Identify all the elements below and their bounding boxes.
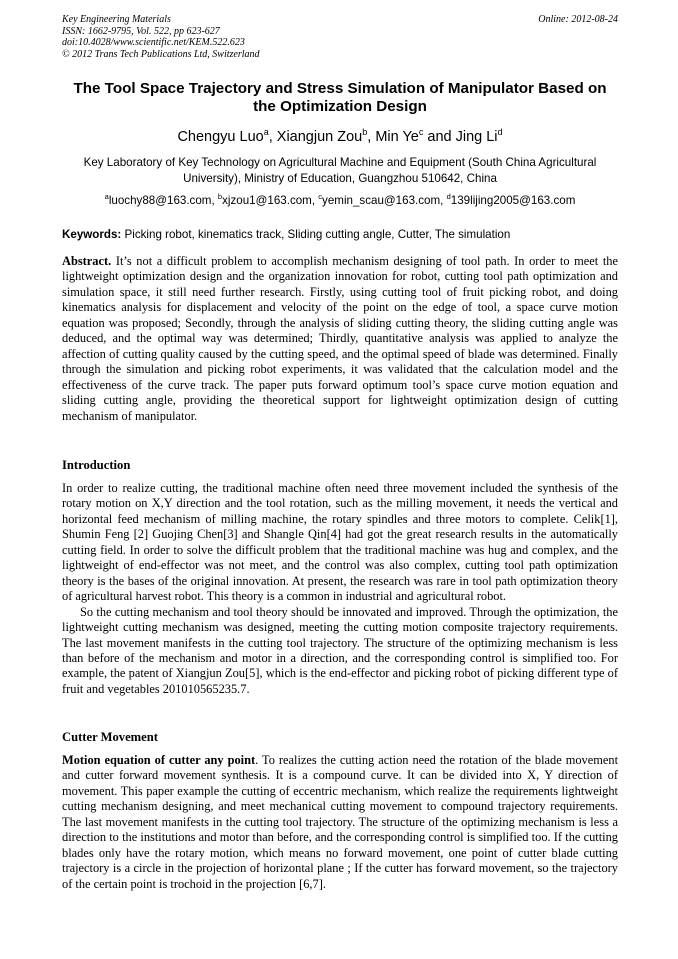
online-date: Online: 2012-08-24 bbox=[538, 14, 618, 25]
abstract-label: Abstract. bbox=[62, 254, 112, 268]
subsection-lead: Motion equation of cutter any point bbox=[62, 753, 256, 767]
author-name: Xiangjun Zou bbox=[276, 129, 363, 145]
keywords bbox=[62, 227, 618, 242]
author-mark: c bbox=[418, 127, 424, 137]
introduction-section bbox=[62, 481, 618, 697]
cutter-movement-paragraph bbox=[62, 753, 618, 892]
doi-line: doi:10.4028/www.scientific.net/KEM.522.623 bbox=[62, 37, 245, 48]
author-name: Min Ye bbox=[375, 129, 419, 145]
email-address: xjzou1@163.com bbox=[222, 194, 312, 207]
issn-line: ISSN: 1662-9795, Vol. 522, pp 623-627 bbox=[62, 25, 220, 37]
author-separator: , bbox=[268, 129, 277, 145]
abstract bbox=[62, 254, 618, 424]
keywords-label: Keywords: bbox=[62, 228, 122, 241]
email-mark: c bbox=[318, 192, 323, 201]
keywords-text: Picking robot, kinematics track, Sliding cutting angle, Cutter, The simulation bbox=[124, 228, 511, 241]
email-address: yemin_scau@163.com bbox=[322, 194, 441, 207]
author-mark: d bbox=[497, 127, 503, 137]
journal-header bbox=[62, 14, 618, 60]
author-separator: and bbox=[423, 129, 456, 145]
section-heading-introduction: Introduction bbox=[62, 458, 131, 472]
copyright-line: © 2012 Trans Tech Publications Ltd, Switzerland bbox=[62, 48, 260, 60]
author-list bbox=[62, 128, 618, 146]
email-address: luochy88@163.com bbox=[108, 194, 212, 207]
email-list: $^a$luochy88@163.com, $^b$xjzou1@163.com, $^c$yemin_scau@163.com, $^d$139lijing2005@163.com bbox=[104, 192, 576, 207]
email-mark: d bbox=[446, 192, 451, 201]
abstract-text: It’s not a difficult problem to accomplish mechanism designing of tool path. In order to meet the lightweight optimization design and the organization innovation for robot, cutting tool path optimization and simulation space, it still need further research. Firstly, using cutting tool of fruit picking robot, and doing kinematics analysis for displacement and velocity of the point on the edge of tool, a space curve motion equation was proposed; Secondly, through the analysis of sliding cutting theory, the sliding cutting angle was deduced, and the optimal way was determined; Thirdly, quantitative analysis was applied to analyze the affection of cutting quality caused by the cutting speed, and the optimal speed of blade was determined. Finally through the simulation and picking robot experiments, it was validated that the calculation model and the effectiveness of the curve track. The paper puts forward optimum tool’s space curve motion equation and sliding cutting angle, providing the theoretical support for lightweight optimization design of cutting mechanism of manipulator. bbox=[62, 254, 618, 423]
author-name: Chengyu Luo bbox=[177, 129, 264, 145]
author-mark: a bbox=[263, 127, 269, 137]
paper-title: The Tool Space Trajectory and Stress Simulation of Manipulator Based on the Optimization Design bbox=[73, 80, 607, 115]
email-address: 139lijing2005@163.com bbox=[450, 194, 576, 207]
author-mark: b bbox=[362, 127, 368, 137]
intro-paragraph-1: In order to realize cutting, the traditional machine often need three movement included the synthesis of the rotary motion on X,Y direction and the tool rotation, such as the milling movement, it needs the vertical and horizontal feed mechanism of milling machine, the rotary spindles and three motors to complete. Celik[1], Shumin Feng [2] Guojing Chen[3] and Shangle Qin[4] had got the great research results in the automatically cutting field. In order to solve the difficult problem that the traditional machine was hug and complex, and the lightweight of end-effector was not meet, and the control was also complex, cutting tool path optimization theory is the bases of the original innovation. At present, the research was rare in tool path optimization theory of agricultural harvest robot. This theory is a common in industrial and agricultural robot. bbox=[62, 481, 618, 604]
author-name: Jing Li bbox=[455, 129, 498, 145]
email-mark: b bbox=[217, 192, 223, 201]
journal-name: Key Engineering Materials bbox=[62, 14, 171, 25]
affiliation: Key Laboratory of Key Technology on Agricultural Machine and Equipment (South China Agricultural University), Ministry of Education, Guangzhou 510642, China bbox=[83, 156, 597, 185]
email-mark: a bbox=[104, 192, 109, 201]
author-separator: , bbox=[367, 129, 376, 145]
intro-paragraph-2: So the cutting mechanism and tool theory should be innovated and improved. Through the optimization, the lightweight cutting mechanism was designed, meeting the cutting motion composite trajectory requirements. The last movement manifests in the cutting tool trajectory. The structure of the optimizing mechanism is less than before of the mechanism and motor in a direction, and the corresponding control is simplified too. For example, the patent of Xiangjun Zou[5], which is the end-effector and picking robot of picking different type of fruit and vegetables 201010565235.7. bbox=[62, 604, 618, 696]
section-heading-cutter-movement: Cutter Movement bbox=[62, 730, 158, 744]
cutter-movement-text: . To realizes the cutting action need the rotation of the blade movement and cutter forward movement synthesis. It is a compound curve. It can be divided into X, Y direction of movement. This paper example the cutting of eccentric mechanism, which realize the requirements lightweight cutting mechanism designing, and meet mechanical cutting movement to compound trajectory requirements. The last movement manifests in the cutting tool trajectory. The structure of the optimizing mechanism is less a direction to the institutions and motor than before, and the corresponding control is simplified too. If the cutting blades only have the rotary motion, which means no forward movement, one point of cutter blade cutting trajectory is a circle in the projection of horizontal plane ; If the cutter has forward movement, so the trajectory of the certain point is trochoid in the projection [6,7]. bbox=[62, 753, 619, 891]
